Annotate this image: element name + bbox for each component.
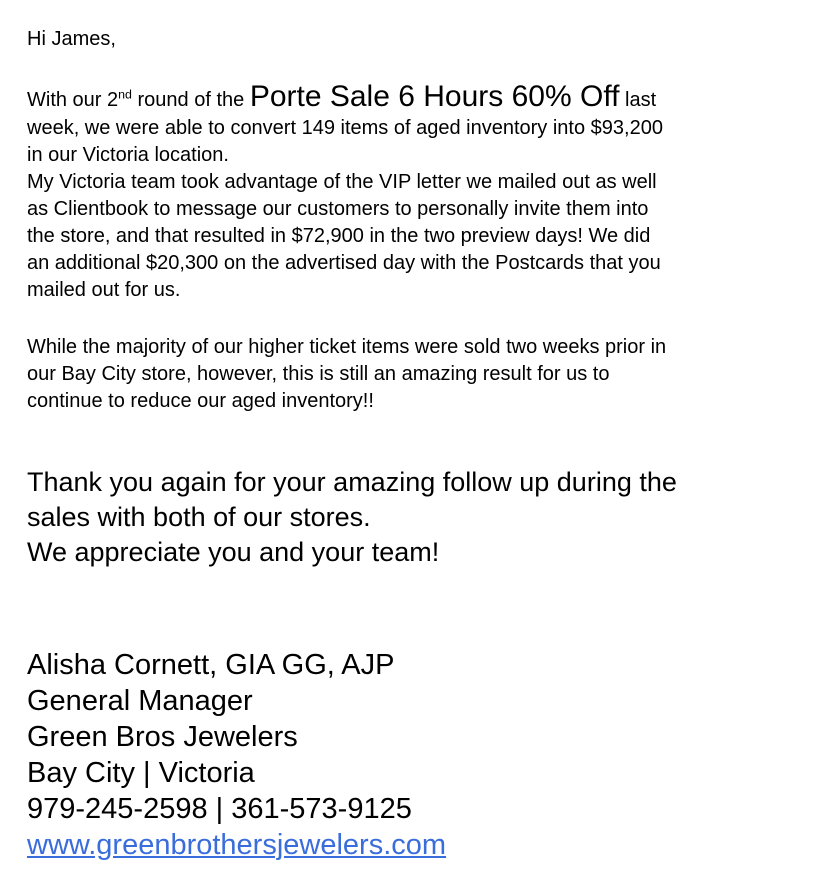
closing-paragraph (27, 465, 808, 570)
signature-job-title: General Manager (27, 684, 253, 717)
signature-locations: Bay City | Victoria (27, 756, 255, 789)
intro-paragraph (27, 80, 808, 304)
intro-post-text: last (619, 89, 657, 111)
results-paragraph (27, 334, 808, 415)
text-line: We appreciate you and your team! (27, 536, 440, 567)
text-line: an additional $20,300 on the advertised day with the Postcards that you (27, 251, 661, 274)
promo-sale-text: Porte Sale 6 Hours 60% Off (249, 80, 620, 113)
website-link[interactable]: www.greenbrothersjewelers.com (27, 828, 447, 861)
text-line: While the majority of our higher ticket items were sold two weeks prior in (27, 335, 667, 358)
ordinal-superscript: nd (118, 87, 132, 102)
text-line: mailed out for us. (27, 278, 181, 301)
signature-name: Alisha Cornett, GIA GG, AJP (27, 648, 395, 681)
signature-phones: 979-245-2598 | 361-573-9125 (27, 792, 412, 825)
greeting: Hi James, (27, 28, 116, 50)
text-line: our Bay City store, however, this is still an amazing result for us to (27, 362, 610, 385)
text-line-mixed (27, 80, 808, 115)
text-line: continue to reduce our aged inventory!! (27, 389, 374, 412)
text-line: week, we were able to convert 149 items of aged inventory into $93,200 (27, 116, 663, 139)
intro-mid-text: round of the (131, 89, 250, 111)
intro-pre-text: With our 2 (27, 89, 119, 111)
text-line: sales with both of our stores. (27, 501, 371, 532)
text-line: Thank you again for your amazing follow up during the (27, 466, 677, 497)
signature-block (27, 647, 808, 863)
signature-company: Green Bros Jewelers (27, 720, 298, 753)
text-line: as Clientbook to message our customers to personally invite them into (27, 197, 649, 220)
text-line: My Victoria team took advantage of the VIP letter we mailed out as well (27, 170, 657, 193)
text-line: the store, and that resulted in $72,900 in the two preview days! We did (27, 224, 651, 247)
text-line: in our Victoria location. (27, 143, 229, 166)
